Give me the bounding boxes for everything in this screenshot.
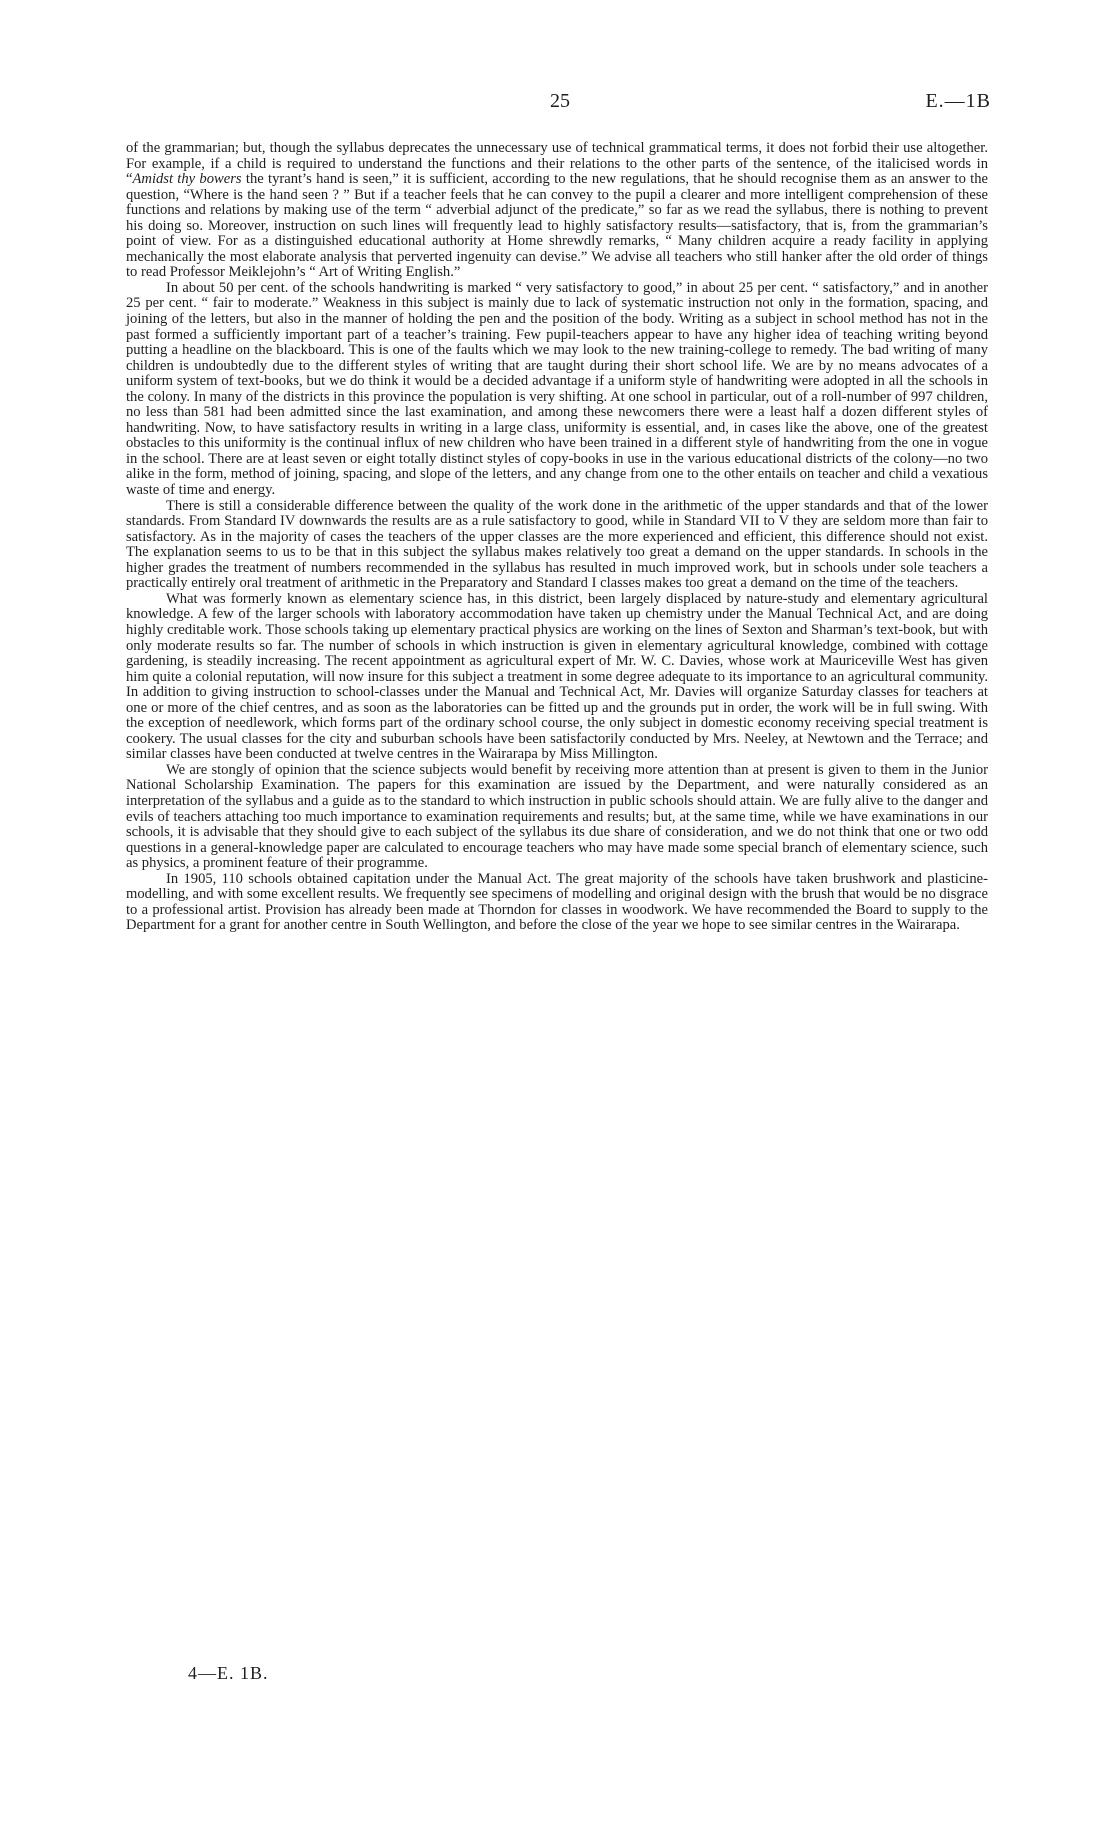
report-body [126,141,988,934]
paragraph-text: the tyrant’s hand is seen,” it is sufficient, according to the new regulations, that he should recognise them as an answer to the question, “Where is the hand seen ? ” But if a teacher feels that he can convey to the pupil a clearer and more intelligent comprehension of these functions and relations by making use of the term “ adverbial adjunct of the predicate,” so far as we read the syllabus, there is nothing to prevent his doing so. Moreover, instruction on such lines will frequently lead to highly satisfactory results—satisfactory, that is, from the grammarian’s point of view. For as a distinguished educational authority at Home shrewdly remarks, “ Many children acquire a ready facility in applying mechanically the most elaborate analysis that perverted ingenuity can devise.” We advise all teachers who still hanker after the old order of things to read Professor Meiklejohn’s “ Art of Writing English.” [126,171,988,281]
paragraph-manual-act: In 1905, 110 schools obtained capitation under the Manual Act. The great majority of the schools have taken brushwork and plasticine-modelling, and with some excellent results. We frequently see specimens of modelling and original design with the brush that would be no disgrace to a professional artist. Provision has already been made at Thorndon for classes in woodwork. We have recommended the Board to supply to the Department for a grant for another centre in South Wellington, and before the close of the year we hope to see similar centres in the Wairarapa. [126,870,988,934]
paragraph-science: What was formerly known as elementary science has, in this district, been largely displaced by nature-study and elementary agricultural knowledge. A few of the larger schools with laboratory accommodation have taken up chemistry under the Manual Technical Act, and are doing highly creditable work. Those schools taking up elementary practical physics are working on the lines of Sexton and Sharman’s text-book, but with only moderate results so far. The number of schools in which instruction is given in elementary agricultural knowledge, combined with cottage gardening, is steadily increasing. The recent appointment as agricultural expert of Mr. W. C. Davies, whose work at Mauriceville West has given him quite a colonial reputation, will now insure for this subject a treatment in some degree adequate to its importance to an agricultural community. In addition to giving instruction to school-classes under the Manual and Technical Act, Mr. Davies will organize Saturday classes for teachers at one or more of the chief centres, and as soon as the laboratories can be fitted up and the grounds put in order, the work will be in full swing. With the exception of needlework, which forms part of the ordinary school course, the only subject in domestic economy receiving special treatment is cookery. The usual classes for the city and suburban schools have been satisfactorily conducted by Mrs. Neeley, at Newtown and the Terrace; and similar classes have been conducted at twelve centres in the Wairarapa by Miss Millington. [126,590,988,763]
paragraph-text: of the grammarian; but, though the syllabus deprecates the unnecessary use of technical grammatical terms, it does not forbid their use altogether. For example, if a child is required to understand the functions and their relations to the other parts of the sentence, of the italicised words in “ [126,140,988,188]
italic-quote: Amidst thy bowers [132,171,242,188]
paragraph-grammar [126,141,988,281]
paragraph-arithmetic: There is still a considerable difference between the quality of the work done in the arithmetic of the upper standards and that of the lower standards. From Standard IV downwards the results are as a rule satisfactory to good, while in Standard VII to V they are seldom more than fair to satisfactory. As in the majority of cases the teachers of the upper classes are the more experienced and efficient, this difference should not exist. The explanation seems to us to be that in this subject the syllabus makes relatively too great a demand on the upper standards. In schools in the higher grades the treatment of numbers recommended in the syllabus has resulted in much improved work, but in schools under sole teachers a practically entirely oral treatment of arithmetic in the Preparatory and Standard I classes makes too great a demand on the time of the teachers. [126,497,988,592]
document-reference: E.—1B [925,90,991,112]
page-number: 25 [550,90,570,112]
paragraph-scholarship-exam: We are stongly of opinion that the science subjects would benefit by receiving more attention than at present is given to them in the Junior National Scholarship Examination. The papers for this examination are issued by the Department, and were naturally considered as an interpretation of the syllabus and a guide as to the standard to which instruction in public schools should attain. We are fully alive to the danger and evils of teachers attaching too much importance to examination requirements and results; but, at the same time, while we have examinations in our schools, it is advisable that they should give to each subject of the syllabus its due share of consideration, and we do not think that one or two odd questions in a general-knowledge paper are calculated to encourage teachers who may have made some special branch of elementary science, such as physics, a prominent feature of their programme. [126,761,988,872]
paragraph-handwriting: In about 50 per cent. of the schools handwriting is marked “ very satisfactory to good,” in about 25 per cent. “ satisfactory,” and in another 25 per cent. “ fair to moderate.” Weakness in this subject is mainly due to lack of systematic instruction not only in the formation, spacing, and joining of the letters, but also in the manner of holding the pen and the position of the body. Writing as a subject in school method has not in the past formed a sufficiently important part of a teacher’s training. Few pupil-teachers appear to have any higher idea of teaching writing beyond putting a headline on the blackboard. This is one of the faults which we may look to the new training-college to remedy. The bad writing of many children is undoubtedly due to the different styles of writing that are taught during their short school life. We are by no means advocates of a uniform system of text-books, but we do think it would be a decided advantage if a uniform style of handwriting were adopted in all the schools in the colony. In many of the districts in this province the population is very shifting. At one school in particular, out of a roll-number of 997 children, no less than 581 had been admitted since the last examination, and among these newcomers there were a least half a dozen different styles of handwriting. Now, to have satisfactory results in writing in a large class, uniformity is essential, and, in cases like the above, one of the greatest obstacles to this uniformity is the continual influx of new children who have been trained in a different style of handwriting from the one in vogue in the school. There are at least seven or eight totally distinct styles of copy-books in use in the various educational districts of the colony—no two alike in the form, method of joining, spacing, and slope of the letters, and any change from one to the other entails on teacher and child a vexatious waste of time and energy. [126,279,988,499]
footer-signature: 4—E. 1B. [188,1663,269,1683]
